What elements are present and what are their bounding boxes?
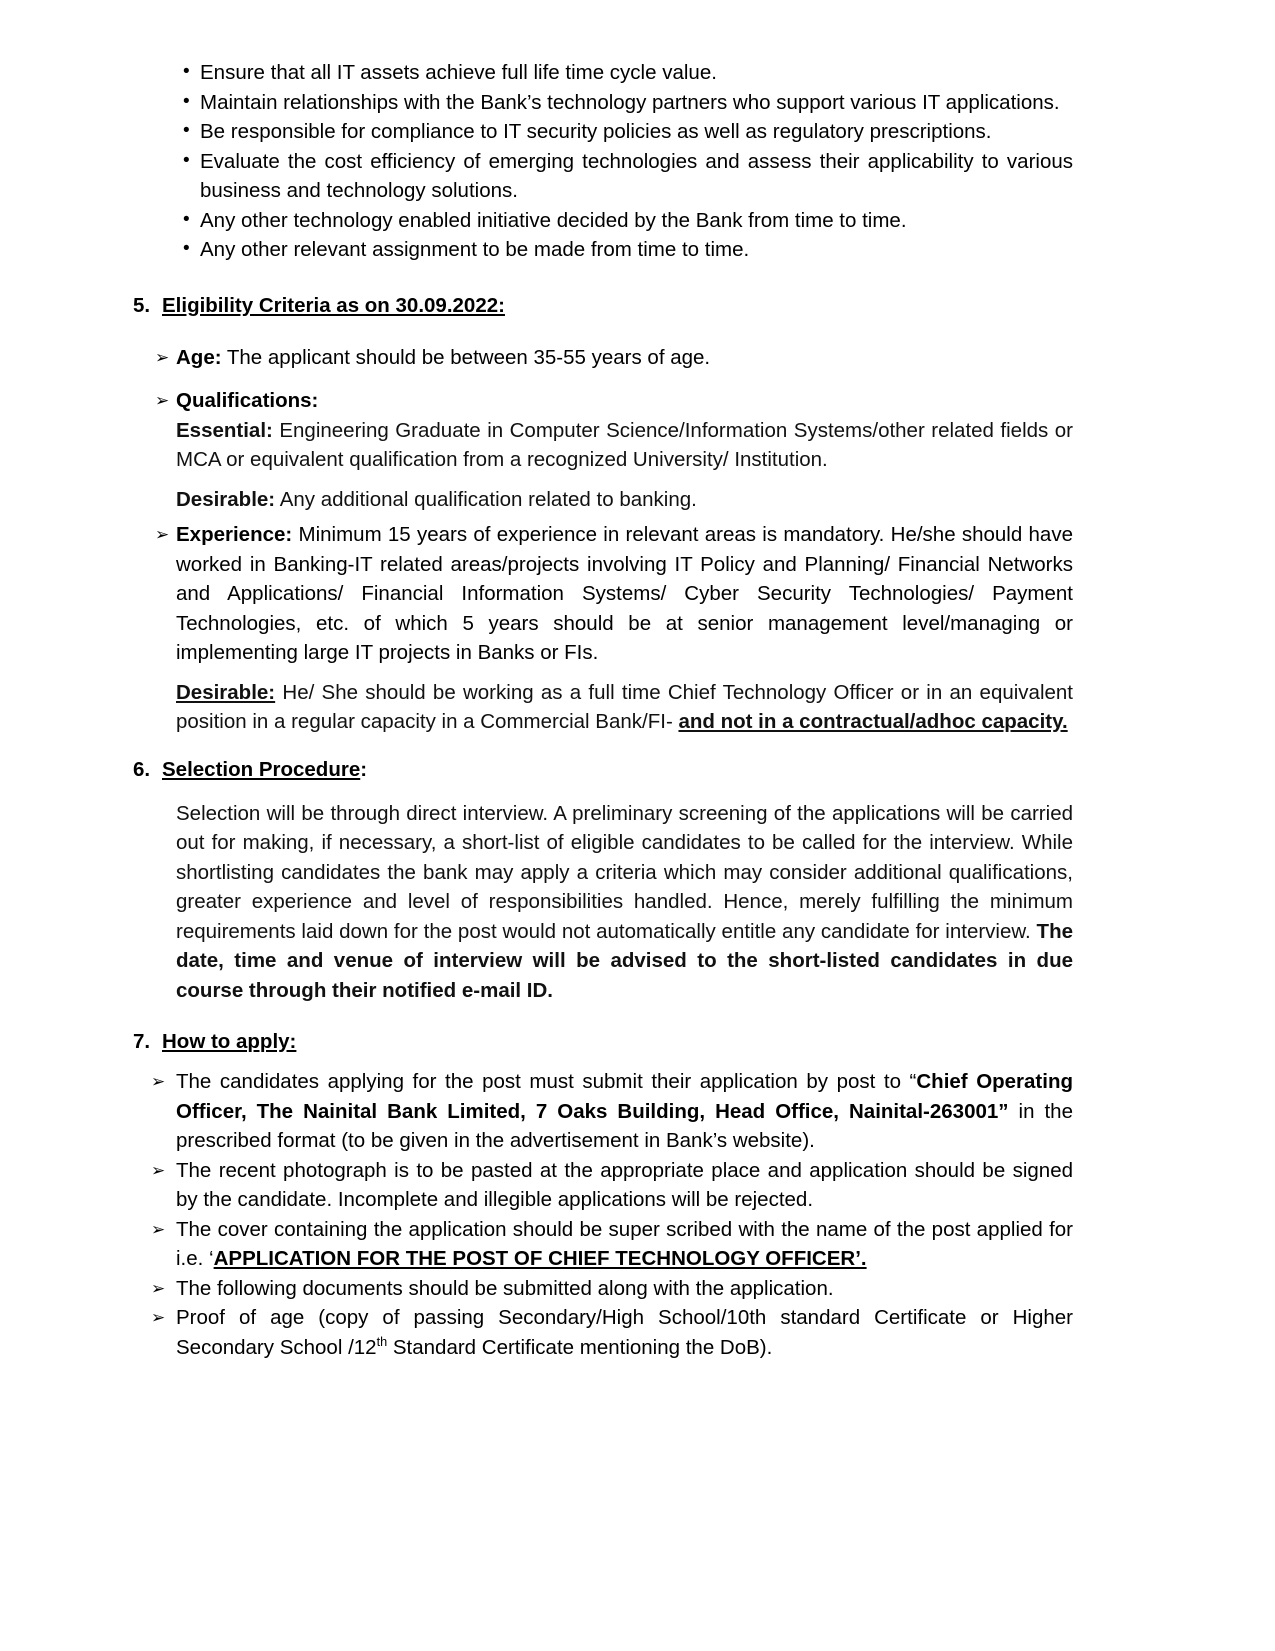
apply-item-post: in the prescribed format (to be given in the advertisement in Bank’s website).: [176, 1099, 1073, 1152]
experience-desirable: [176, 678, 1073, 737]
spacer: [133, 321, 1073, 343]
list-item-age: [133, 343, 1073, 373]
apply-item-bold: Chief Operating Officer, The Nainital Bank Limited, 7 Oaks Building, Head Office, Nainital-263001”: [176, 1070, 1074, 1123]
duties-bullet-list: [133, 58, 1073, 265]
list-item: [133, 1215, 1073, 1274]
apply-item-pre: The following documents should be submitted along with the application.: [176, 1276, 834, 1300]
list-item: • Evaluate the cost efficiency of emerging technologies and assess their applicability to various business and technology solutions.: [133, 147, 1073, 206]
spacer: [133, 1057, 1073, 1067]
age-text: The applicant should be between 35-55 years of age.: [221, 345, 711, 369]
list-item: • Ensure that all IT assets achieve full life time cycle value.: [133, 58, 1073, 88]
apply-item-pre: The recent photograph is to be pasted at the appropriate place and application should be signed by the candidate. Incomplete and illegible applications will be rejected.: [176, 1158, 1073, 1211]
selection-body-bold: The date, time and venue of interview will be advised to the short-listed candidates in due course through their notified e-mail ID.: [176, 919, 1073, 1002]
section-number: 6.: [133, 757, 151, 781]
section-title-colon: :: [360, 757, 368, 781]
page-content: [133, 58, 1073, 1362]
section-heading-eligibility: [133, 291, 1073, 321]
essential-label: Essential:: [176, 418, 273, 442]
section-heading-selection: [133, 755, 1073, 785]
section-number: 7.: [133, 1030, 151, 1053]
list-item-qualifications: [133, 386, 1073, 514]
list-item: [133, 1156, 1073, 1215]
age-label: Age:: [176, 345, 222, 369]
qualifications-label: Qualifications:: [176, 389, 319, 412]
apply-item-pre: The candidates applying for the post must submit their application by post to “: [176, 1070, 917, 1093]
section-title: Selection Procedure: [162, 757, 361, 781]
selection-procedure-body: [133, 799, 1073, 1006]
experience-label: Experience:: [176, 523, 293, 546]
list-item: • Any other technology enabled initiative decided by the Bank from time to time.: [133, 206, 1073, 236]
apply-item-bold: APPLICATION FOR THE POST OF CHIEF TECHNOLOGY OFFICER’.: [213, 1247, 867, 1270]
section-title: How to apply:: [162, 1030, 297, 1053]
spacer: [133, 265, 1073, 291]
list-item: • Be responsible for compliance to IT security policies as well as regulatory prescriptions.: [133, 117, 1073, 147]
spacer: [133, 737, 1073, 755]
experience-arrow-list: [133, 520, 1073, 737]
qualifications-arrow-list: [133, 386, 1073, 514]
list-item-experience: [133, 520, 1073, 737]
selection-body-text: Selection will be through direct interview. A preliminary screening of the applications will be carried out for making, if necessary, a short-list of eligible candidates to be called for the interview. While shortlisting candidates the bank may apply a criteria which may consider additional qualifications, greater experience and level of responsibilities handled. Hence, merely fulfilling the minimum requirements laid down for the post would not automatically entitle any candidate for interview.: [176, 801, 1073, 943]
list-item-proof-of-age: [133, 1303, 1073, 1362]
section-number: 5.: [133, 293, 151, 317]
spacer: [176, 668, 1073, 678]
experience-text: Minimum 15 years of experience in relevant areas is mandatory. He/she should have worked in Banking-IT related areas/projects involving IT Policy and Planning/ Financial Networks and Applications/ Financial Information Systems/ Cyber Security Technologies/ Payment Technologies, etc. of which 5 years should be at senior management level/managing or implementing large IT projects in Banks or FIs.: [176, 523, 1073, 664]
spacer: [133, 372, 1073, 386]
spacer: [133, 1005, 1073, 1027]
eligibility-arrow-list: [133, 343, 1073, 373]
qualifications-desirable: [176, 485, 1073, 515]
experience-desirable-text: He/ She should be working as a full time Chief Technology Officer or in an equivalent position in a regular capacity in a Commercial Bank/FI-: [176, 680, 1073, 733]
list-item: [133, 1274, 1073, 1304]
list-item: • Maintain relationships with the Bank’s technology partners who support various IT applications.: [133, 88, 1073, 118]
proof-of-age-superscript: th: [376, 1333, 388, 1349]
desirable-label: Desirable:: [176, 487, 276, 511]
proof-of-age-post: Standard Certificate mentioning the DoB).: [387, 1335, 773, 1359]
list-item: • Any other relevant assignment to be made from time to time.: [133, 235, 1073, 265]
apply-item-pre: The cover containing the application should be super scribed with the name of the post applied for i.e. ‘: [176, 1217, 1073, 1270]
experience-desirable-emphasis: and not in a contractual/adhoc capacity.: [678, 710, 1068, 733]
desirable-text: Any additional qualification related to banking.: [275, 487, 697, 511]
list-item: [133, 1067, 1073, 1156]
section-heading-how-to-apply: [133, 1027, 1073, 1057]
spacer: [176, 475, 1073, 485]
how-to-apply-list: [133, 1067, 1073, 1362]
experience-desirable-label: Desirable:: [176, 680, 276, 704]
spacer: [133, 785, 1073, 799]
qualifications-essential: [176, 416, 1073, 475]
section-title: Eligibility Criteria as on 30.09.2022:: [162, 293, 505, 317]
proof-of-age-pre: Proof of age (copy of passing Secondary/High School/10th standard Certificate or Higher Secondary School /12: [176, 1306, 1073, 1359]
essential-text: Engineering Graduate in Computer Science/Information Systems/other related fields or MCA or equivalent qualification from a recognized University/ Institution.: [176, 418, 1073, 471]
